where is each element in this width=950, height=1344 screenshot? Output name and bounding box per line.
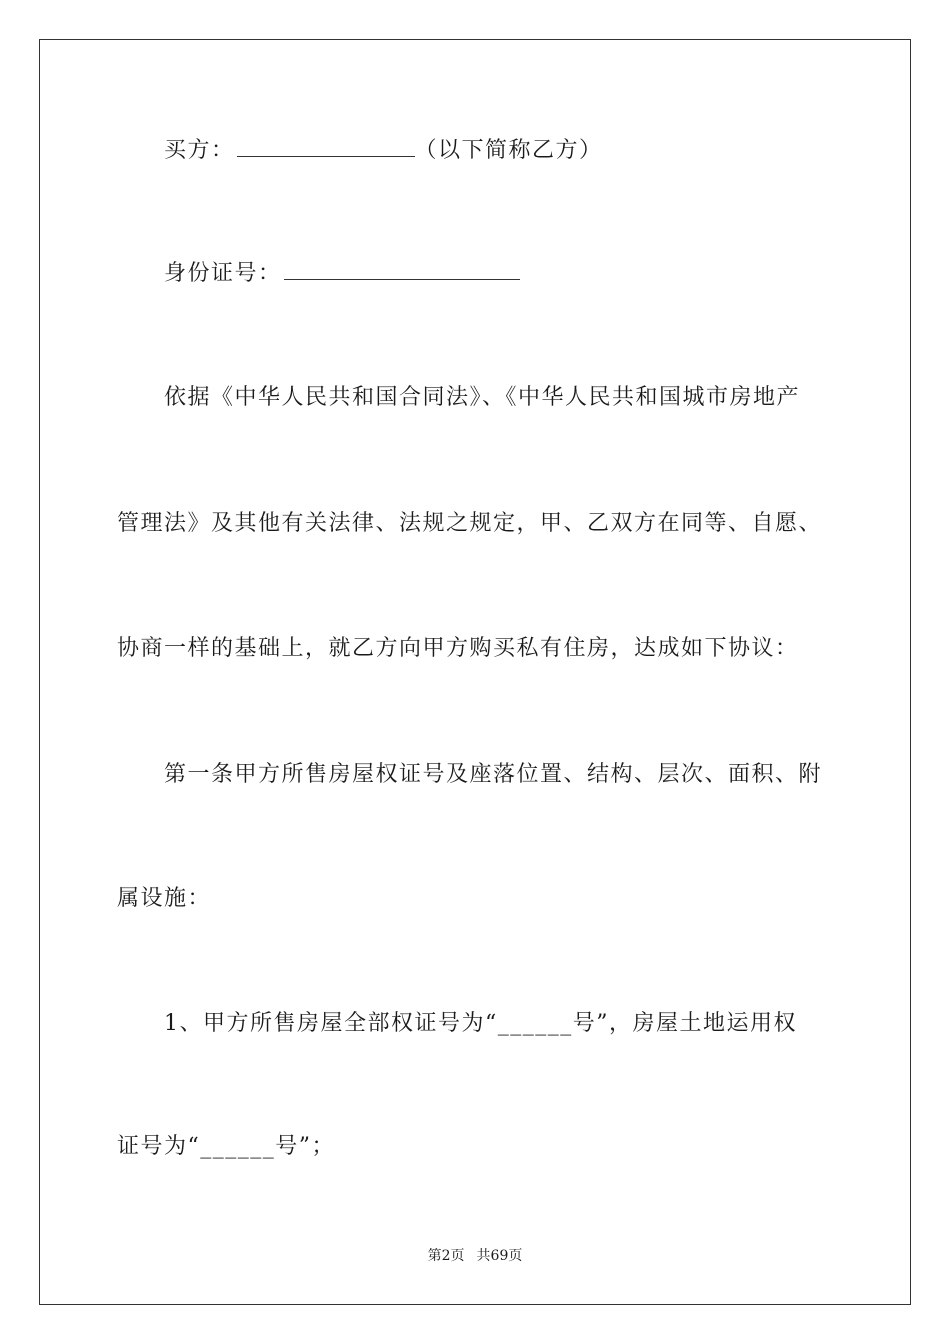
item1-mid: 号”，房屋土地运用权 <box>572 1011 797 1036</box>
article1-line2: 属设施： <box>117 886 212 911</box>
item1-line2-prefix: 证号为“ <box>117 1134 201 1159</box>
page-total: 共69页 <box>476 1248 523 1264</box>
item1-line2-blank: ______ <box>200 1134 276 1159</box>
page-number: 第2页 <box>427 1248 465 1264</box>
item1-line2-suffix: 号”； <box>275 1134 335 1159</box>
page-frame <box>39 39 911 1305</box>
id-blank <box>284 259 520 280</box>
buyer-label: 买方： <box>164 138 235 163</box>
buyer-line <box>164 136 603 166</box>
item1-line1 <box>164 1009 797 1039</box>
item1-line2 <box>117 1132 335 1162</box>
item1-blank: ______ <box>497 1011 573 1036</box>
page-footer <box>0 1246 950 1266</box>
para1-line2: 管理法》及其他有关法律、法规之规定，甲、乙双方在同等、自愿、 <box>117 511 823 536</box>
buyer-suffix: （以下简称乙方） <box>414 138 603 163</box>
para1-line3: 协商一样的基础上，就乙方向甲方购买私有住房，达成如下协议： <box>117 636 799 661</box>
id-label: 身份证号： <box>164 261 282 286</box>
article1-line1: 第一条甲方所售房屋权证号及座落位置、结构、层次、面积、附 <box>164 762 823 787</box>
para1-line1: 依据《中华人民共和国合同法》、《中华人民共和国城市房地产 <box>164 385 801 410</box>
id-line <box>164 259 520 289</box>
buyer-blank <box>237 136 415 157</box>
item1-prefix: 1、甲方所售房屋全部权证号为“ <box>164 1011 498 1036</box>
